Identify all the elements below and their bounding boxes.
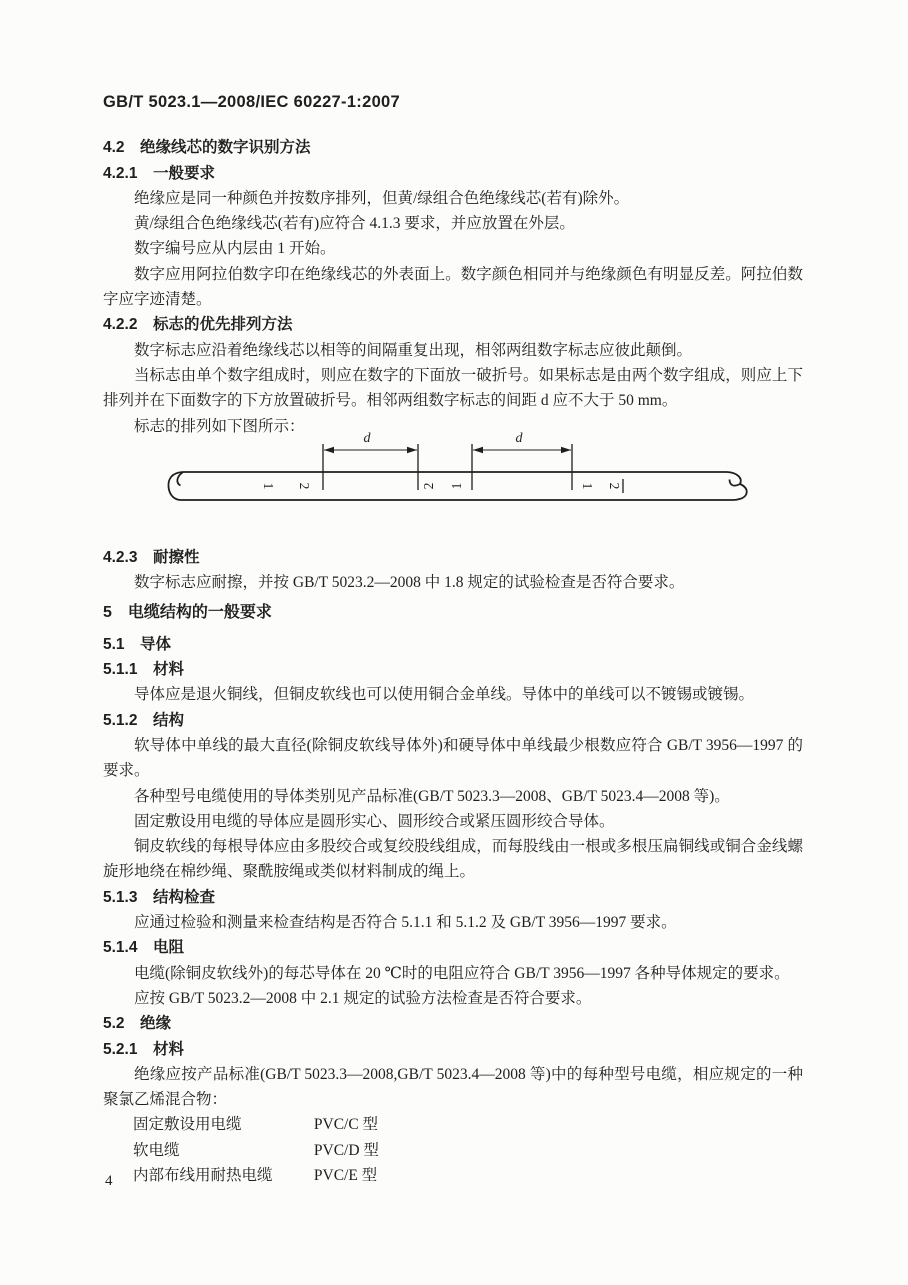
paragraph: 应通过检验和测量来检查结构是否符合 5.1.1 和 5.1.2 及 GB/T 3956—1997 要求。 — [134, 914, 677, 932]
paragraph: 当标志由单个数字组成时，则应在数字的下面放一破折号。如果标志是由两个数字组成，则应上下排列并在下面数字的下方放置破折号。相邻两组数字标志的间距 d 应不大于 50 mm。 — [103, 366, 803, 410]
paragraph: 铜皮软线的每根导体应由多股绞合或复绞股线组成，而每股线由一根或多根压扁铜线或铜合金线螺旋形地绕在棉纱绳、聚酰胺绳或类似材料制成的绳上。 — [103, 838, 803, 881]
heading-5: 5 电缆结构的一般要求 — [103, 604, 272, 622]
heading-4-2: 4.2 绝缘线芯的数字识别方法 — [103, 139, 311, 157]
number-marks — [261, 479, 623, 493]
mark-digit: 2 — [296, 482, 312, 490]
cable-left-end-curl — [177, 472, 183, 486]
cable-marking-figure — [103, 429, 803, 533]
standard-number-header: GB/T 5023.1—2008/IEC 60227-1:2007 — [103, 93, 400, 111]
mark-digit: 2 — [421, 482, 437, 490]
dimension-d-right — [473, 431, 571, 453]
dimension-extension-lines — [323, 444, 572, 490]
heading-5-1-4: 5.1.4 电阻 — [103, 939, 184, 957]
cable-type-label: 软电缆 — [133, 1141, 180, 1159]
cable-left-end — [168, 472, 183, 500]
heading-5-1-3: 5.1.3 结构检查 — [103, 888, 215, 906]
mark-digit: 1 — [579, 482, 595, 490]
paragraph: 数字标志应沿着绝缘线芯以相等的间隔重复出现，相邻两组数字标志应彼此颠倒。 — [134, 341, 693, 359]
heading-5-1-2: 5.1.2 结构 — [103, 711, 184, 729]
pvc-type-row — [103, 1112, 803, 1137]
heading-4-2-1: 4.2.1 一般要求 — [103, 164, 215, 182]
heading-5-2: 5.2 绝缘 — [103, 1015, 172, 1033]
paragraph: 电缆(除铜皮软线外)的每芯导体在 20 ℃时的电阻应符合 GB/T 3956—1997 各种导体规定的要求。 — [134, 964, 790, 982]
paragraph: 标志的排列如下图所示： — [134, 417, 305, 435]
paragraph: 绝缘应按产品标准(GB/T 5023.3—2008,GB/T 5023.4—2008 等)中的每种型号电缆，相应规定的一种聚氯乙烯混合物： — [103, 1065, 803, 1109]
pvc-type-value: PVC/E 型 — [313, 1166, 378, 1184]
paragraph: 应按 GB/T 5023.2—2008 中 2.1 规定的试验方法检查是否符合要求。 — [134, 989, 592, 1007]
paragraph: 各种型号电缆使用的导体类别见产品标准(GB/T 5023.3—2008、GB/T 5023.4—2008 等)。 — [134, 787, 730, 805]
dimension-d-left — [324, 431, 417, 453]
paragraph: 导体应是退火铜线，但铜皮软线也可以使用铜合金单线。导体中的单线可以不镀锡或镀锡。 — [134, 686, 755, 704]
pvc-type-row — [103, 1138, 803, 1163]
paragraph: 绝缘应是同一种颜色并按数序排列，但黄/绿组合色绝缘线芯(若有)除外。 — [134, 189, 630, 207]
pvc-type-row — [103, 1163, 803, 1188]
heading-4-2-2: 4.2.2 标志的优先排列方法 — [103, 316, 293, 334]
paragraph: 软导体中单线的最大直径(除铜皮软线导体外)和硬导体中单线最少根数应符合 GB/T 3956—1997 的要求。 — [103, 736, 803, 780]
pvc-type-value: PVC/D 型 — [313, 1141, 379, 1159]
mark-digit: 1 — [260, 482, 276, 490]
paragraph: 数字应用阿拉伯数字印在绝缘线芯的外表面上。数字颜色相同并与绝缘颜色有明显反差。阿拉伯数字应字迹清楚。 — [103, 265, 803, 309]
text-column — [103, 90, 803, 1188]
paragraph: 固定敷设用电缆的导体应是圆形实心、圆形绞合或紧压圆形绞合导体。 — [134, 812, 615, 830]
paragraph: 数字标志应耐擦，并按 GB/T 5023.2—2008 中 1.8 规定的试验检查是否符合要求。 — [134, 574, 685, 592]
cable-type-label: 固定敷设用电缆 — [133, 1116, 242, 1134]
pvc-type-value: PVC/C 型 — [313, 1116, 379, 1134]
heading-4-2-3: 4.2.3 耐擦性 — [103, 548, 200, 566]
paragraph: 数字编号应从内层由 1 开始。 — [134, 240, 336, 258]
heading-5-1: 5.1 导体 — [103, 635, 172, 653]
dimension-label: d — [515, 430, 523, 446]
mark-digit: 2 — [606, 482, 622, 490]
page-number: 4 — [105, 1173, 113, 1189]
mark-digit: 1 — [449, 482, 465, 490]
heading-5-1-1: 5.1.1 材料 — [103, 661, 184, 679]
heading-5-2-1: 5.2.1 材料 — [103, 1040, 184, 1058]
dimension-label: d — [363, 430, 371, 446]
cable-type-label: 内部布线用耐热电缆 — [133, 1166, 273, 1184]
cable-right-end-curl — [730, 479, 741, 485]
paragraph: 黄/绿组合色绝缘线芯(若有)应符合 4.1.3 要求，并应放置在外层。 — [134, 215, 575, 233]
cable-marking-diagram — [103, 429, 808, 533]
